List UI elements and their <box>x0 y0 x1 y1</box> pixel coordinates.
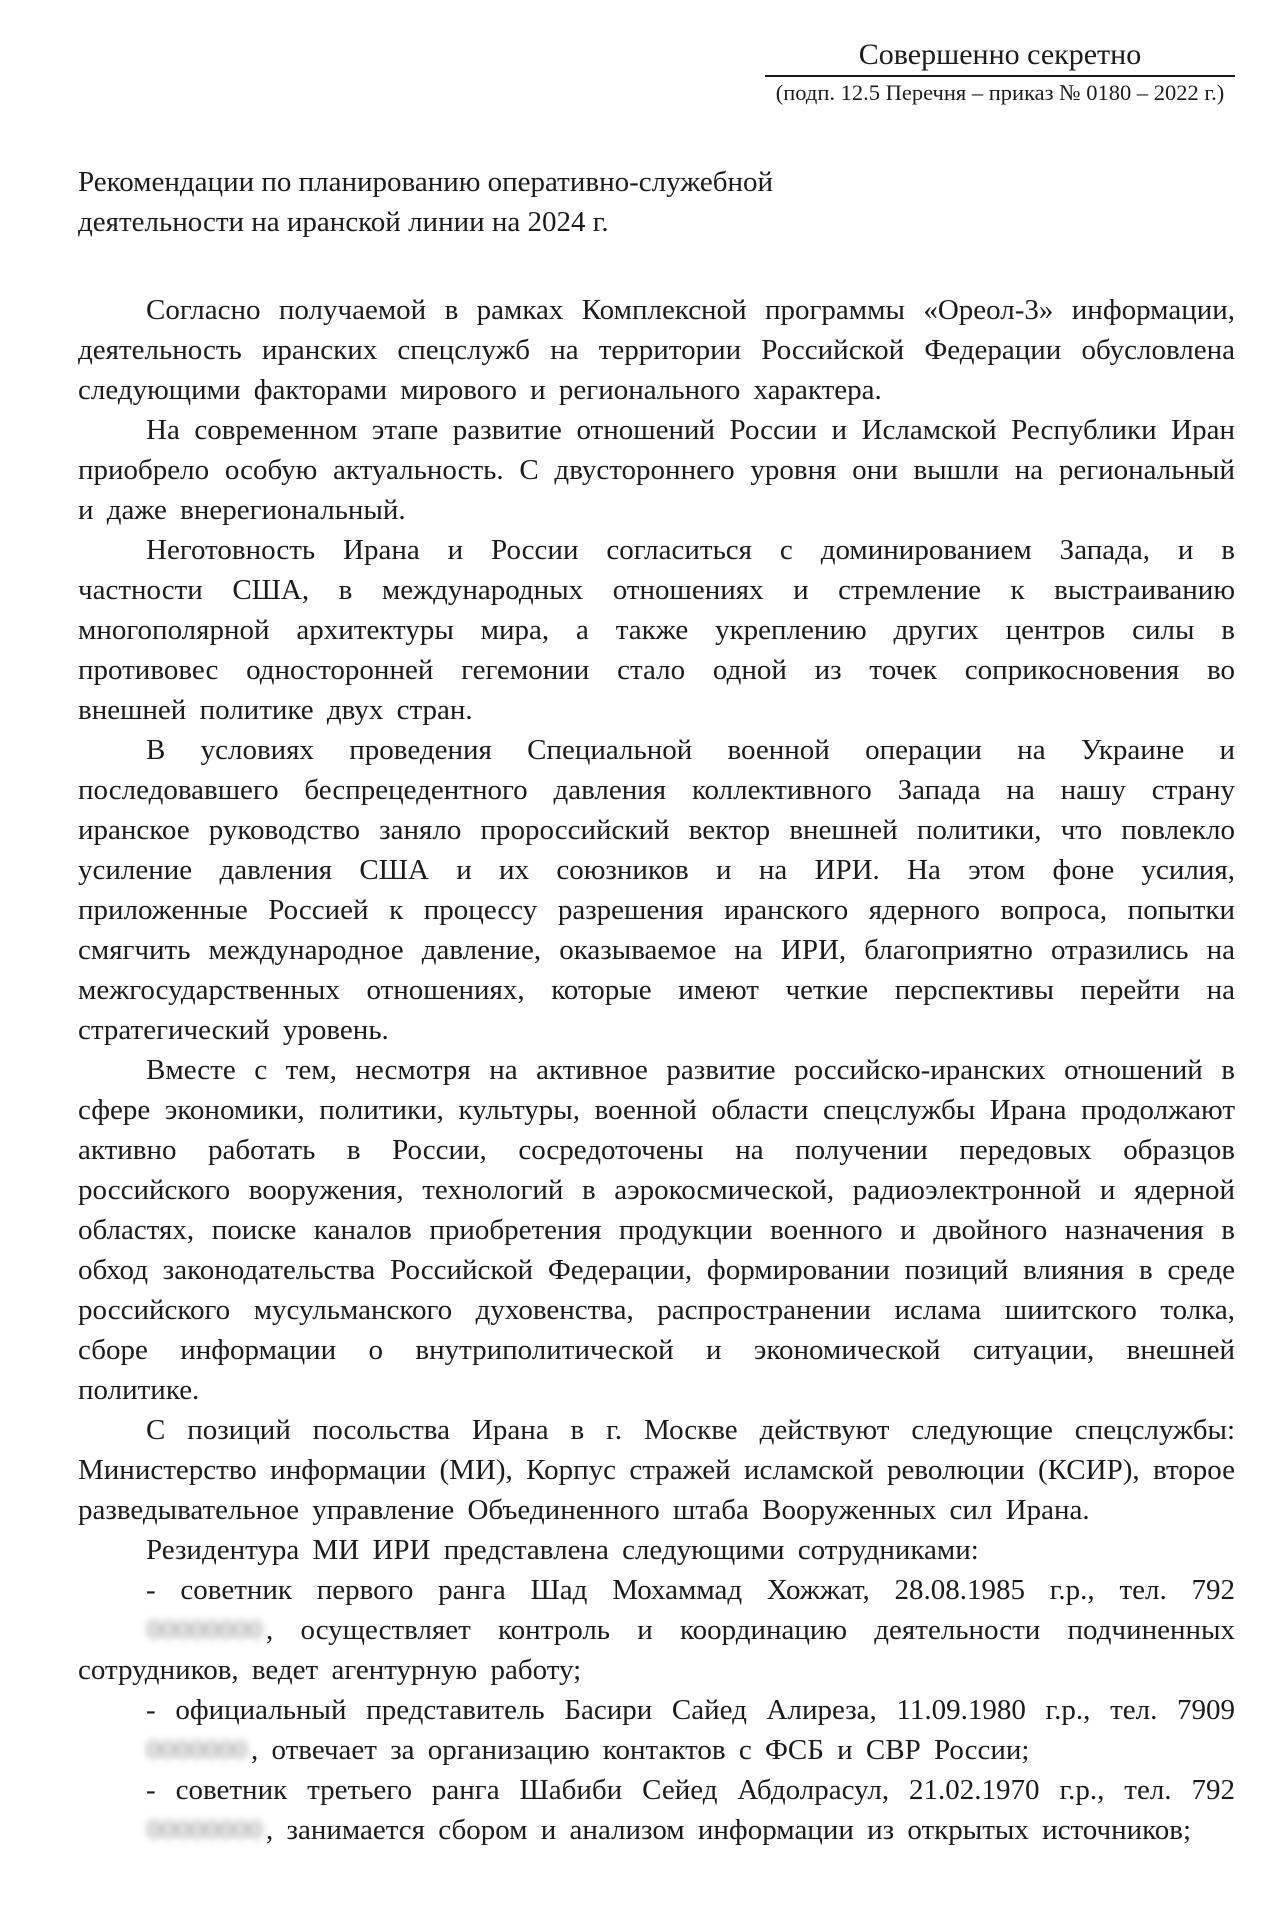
paragraph <box>78 1410 1235 1530</box>
redacted-phone-digits: 00000000 <box>147 1814 263 1846</box>
paragraph <box>78 730 1235 1050</box>
document-body <box>78 290 1235 1850</box>
paragraph <box>78 1050 1235 1410</box>
paragraph-text: Согласно получаемой в рамках Комплексной программы «Ореол-3» информации, деятельность иранских спецслужб на территории Российской Федерации обусловлена следующими факторами мирового и регионального характера. <box>78 294 1235 406</box>
paragraph-text: На современном этапе развитие отношений России и Исламской Республики Иран приобрело особую актуальность. С двустороннего уровня они вышли на региональный и даже внерегиональный. <box>78 414 1235 526</box>
paragraph <box>78 410 1235 530</box>
paragraph <box>78 1690 1235 1770</box>
paragraph-text: С позиций посольства Ирана в г. Москве действуют следующие спецслужбы: Министерство информации (МИ), Корпус стражей исламской революции (КСИР), второе разведывательное управление Объединенного штаба Вооруженных сил Ирана. <box>78 1414 1235 1526</box>
redacted-phone-digits: 0000000 <box>146 1734 248 1766</box>
paragraph-text: Резидентура МИ ИРИ представлена следующими сотрудниками: <box>146 1534 979 1566</box>
paragraph <box>78 1570 1235 1690</box>
paragraph <box>78 530 1235 730</box>
classification-stamp-text: Совершенно секретно <box>765 38 1235 77</box>
paragraph-text: - советник третьего ранга Шабиби Сейед Абдолрасул, 21.02.1970 г.р., тел. 792 <box>146 1774 1235 1806</box>
classification-stamp <box>765 38 1235 106</box>
paragraph-text: - официальный представитель Басири Сайед Алиреза, 11.09.1980 г.р., тел. 7909 <box>146 1694 1235 1726</box>
document-title-line-1: Рекомендации по планированию оперативно-служебной <box>78 166 774 198</box>
paragraph-text: , осуществляет контроль и координацию деятельности подчиненных сотрудников, ведет агентурную работу; <box>78 1614 1235 1686</box>
paragraph <box>78 1530 1235 1570</box>
paragraph-text: Неготовность Ирана и России согласиться с доминированием Запада, и в частности США, в международных отношениях и стремление к выстраиванию многополярной архитектуры мира, а также укреплению других центров силы в противовес односторонней гегемонии стало одной из точек соприкосновения во внешней политике двух стран. <box>78 534 1235 726</box>
paragraph-text: В условиях проведения Специальной военной операции на Украине и последовавшего беспрецедентного давления коллективного Запада на нашу страну иранское руководство заняло пророссийский вектор внешней политики, что повлекло усиление давления США и их союзников и на ИРИ. На этом фоне усилия, приложенные Россией к процессу разрешения иранского ядерного вопроса, попытки смягчить международное давление, оказываемое на ИРИ, благоприятно отразились на межгосударственных отношениях, которые имеют четкие перспективы перейти на стратегический уровень. <box>78 734 1235 1046</box>
document-title-line-2: деятельности на иранской линии на 2024 г. <box>78 206 609 238</box>
redacted-phone-digits: 00000000 <box>147 1614 263 1646</box>
paragraph-text: Вместе с тем, несмотря на активное развитие российско-иранских отношений в сфере экономики, политики, культуры, военной области спецслужбы Ирана продолжают активно работать в России, сосредоточены на получении передовых образцов российского вооружения, технологий в аэрокосмической, радиоэлектронной и ядерной областях, поиске каналов приобретения продукции военного и двойного назначения в обход законодательства Российской Федерации, формировании позиций влияния в среде российского мусульманского духовенства, распространении ислама шиитского толка, сборе информации о внутриполитической и экономической ситуации, внешней политике. <box>78 1054 1235 1406</box>
classification-order-reference: (подп. 12.5 Перечня – приказ № 0180 – 2022 г.) <box>775 80 1225 105</box>
paragraph-text: , занимается сбором и анализом информации из открытых источников; <box>266 1814 1192 1846</box>
paragraph <box>78 1770 1235 1850</box>
document-title <box>78 162 1235 242</box>
paragraph-text: - советник первого ранга Шад Мохаммад Хожжат, 28.08.1985 г.р., тел. 792 <box>146 1574 1235 1606</box>
paragraph-text: , отвечает за организацию контактов с ФСБ и СВР России; <box>251 1734 1030 1766</box>
paragraph <box>78 290 1235 410</box>
